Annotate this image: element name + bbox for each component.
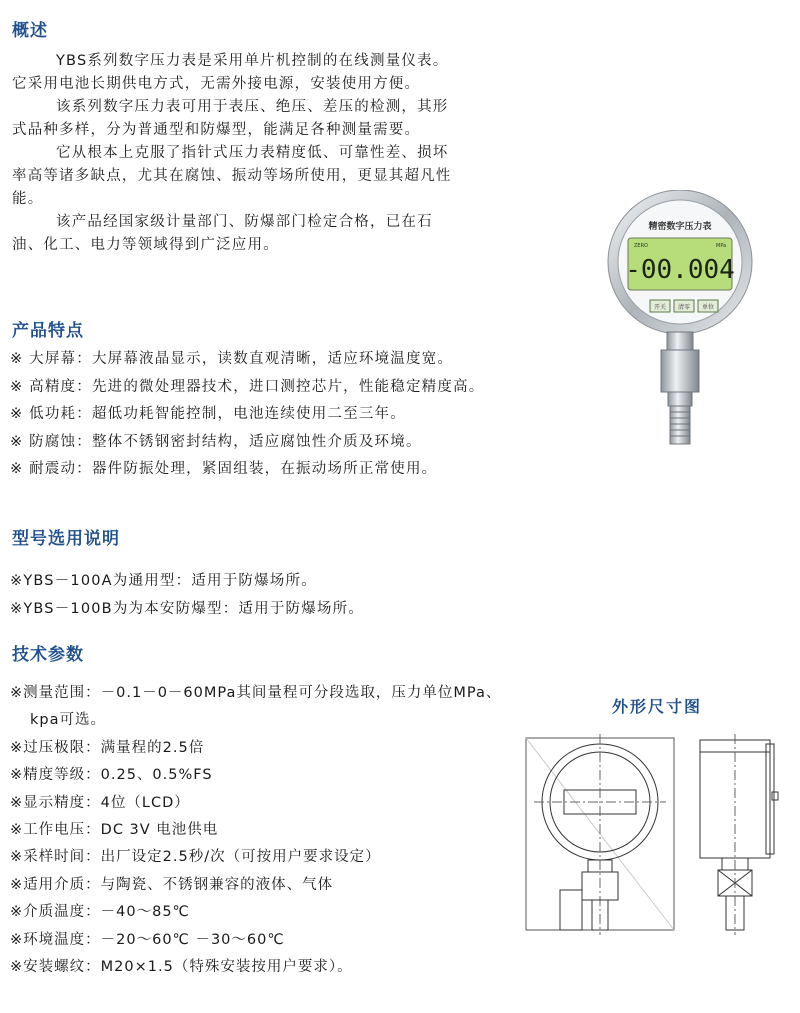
lcd-mode-label: ZERO xyxy=(634,243,648,249)
spec-overpressure-limit: ※过压极限：满量程的2.5倍 xyxy=(10,739,205,756)
lcd-unit-label: MPa xyxy=(716,243,727,249)
spec-working-voltage: ※工作电压：DC 3V 电池供电 xyxy=(10,822,219,839)
zero-button-label: 清零 xyxy=(677,304,691,311)
model-item-100a: ※YBS－100A为通用型：适用于防爆场所。 xyxy=(10,573,317,589)
spec-mounting-thread: ※安装螺纹：M20×1.5（特殊安装按用户要求）。 xyxy=(10,959,353,976)
side-view xyxy=(700,734,778,935)
front-view xyxy=(526,734,674,935)
spec-measurement-range: ※测量范围：－0.1－0－60MPa其间量程可分段选取，压力单位MPa、 xyxy=(10,685,502,701)
feature-item-anti-corrosion: ※ 防腐蚀：整体不锈钢密封结构，适应腐蚀性介质及环境。 xyxy=(10,433,422,450)
model-item-100b: ※YBS－100B为为本安防爆型：适用于防爆场所。 xyxy=(10,600,365,617)
features-heading: 产品特点 xyxy=(12,321,84,341)
overview-paragraph-2: 该系列数字压力表可用于表压、绝压、差压的检测，其形式品种多样，分为普通型和防爆型，能满足各种测量需要。 xyxy=(12,99,449,138)
overview-paragraph-4: 该产品经国家级计量部门、防爆部门检定合格，已在石油、化工、电力等领域得到广泛应用。 xyxy=(12,214,433,253)
spec-medium-temperature: ※介质温度：－40～85℃ xyxy=(10,904,190,921)
specs-heading: 技术参数 xyxy=(12,645,84,665)
spec-measurement-range-continued: kpa可选。 xyxy=(30,712,106,729)
specs-list xyxy=(10,680,501,981)
digital-pressure-gauge-illustration xyxy=(590,190,770,460)
unit-button-label: 单位 xyxy=(701,304,715,311)
overview-paragraph-3: 它从根本上克服了指针式压力表精度低、可靠性差、损坏率高等诸多缺点，尤其在腐蚀、振动等场所使用，更显其超凡性能。 xyxy=(12,145,452,207)
spec-accuracy-class: ※精度等级：0.25、0.5%FS xyxy=(10,767,213,784)
dimensions-heading: 外形尺寸图 xyxy=(612,697,703,716)
features-list xyxy=(10,346,484,484)
power-button-label: 开关 xyxy=(653,304,667,311)
gauge-buttons xyxy=(650,300,718,312)
gauge-stem xyxy=(661,332,699,444)
overview-heading: 概述 xyxy=(12,21,48,41)
models-list xyxy=(10,568,364,623)
dimension-drawing xyxy=(520,730,800,940)
spec-ambient-temperature: ※环境温度：－20～60℃ －30～60℃ xyxy=(10,931,285,948)
models-heading: 型号选用说明 xyxy=(12,529,120,549)
spec-sampling-time: ※采样时间：出厂设定2.5秒/次（可按用户要求设定） xyxy=(10,849,381,866)
spec-applicable-medium: ※适用介质：与陶瓷、不锈钢兼容的液体、气体 xyxy=(10,876,334,893)
lcd-reading: -00.004 xyxy=(625,255,735,285)
feature-item-low-power: ※ 低功耗：超低功耗智能控制，电池连续使用二至三年。 xyxy=(10,406,406,422)
spec-display-precision: ※显示精度：4位（LCD） xyxy=(10,794,190,811)
feature-item-large-screen: ※ 大屏幕：大屏幕液晶显示，读数直观清晰，适应环境温度宽。 xyxy=(10,351,454,367)
feature-item-shock-resistant: ※ 耐震动：器件防振处理，紧固组装，在振动场所正常使用。 xyxy=(10,461,438,477)
overview-paragraph-1: YBS系列数字压力表是采用单片机控制的在线测量仪表。它采用电池长期供电方式，无需外接电源，安装使用方便。 xyxy=(12,53,449,92)
feature-item-high-precision: ※ 高精度：先进的微处理器技术，进口测控芯片，性能稳定精度高。 xyxy=(10,378,485,395)
gauge-brand-text: 精密数字压力表 xyxy=(648,222,712,232)
